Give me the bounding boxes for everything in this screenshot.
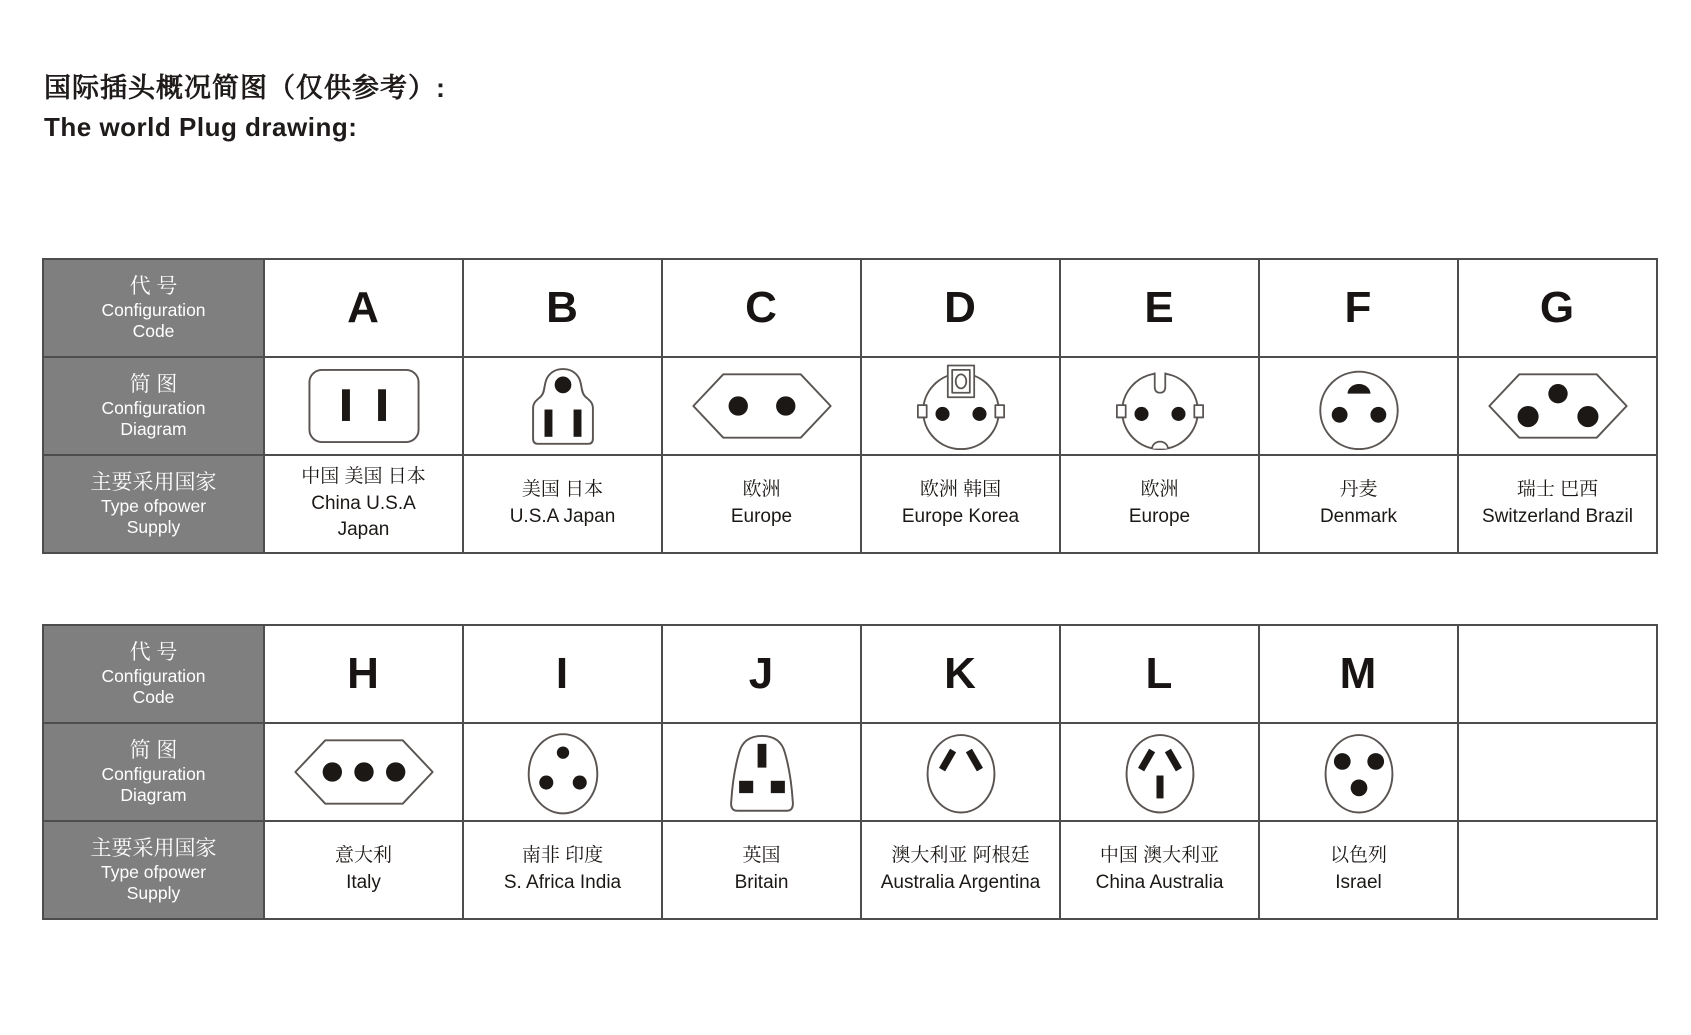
supply-cell-e: 欧洲 Europe	[1060, 455, 1259, 553]
type-m-plug-icon	[1271, 728, 1447, 816]
supply-cell-i: 南非 印度 S. Africa India	[463, 821, 662, 919]
code-row	[43, 625, 1657, 723]
code-cell-k: K	[861, 625, 1060, 723]
row-header-diagram: 简 图 Configuration Diagram	[43, 357, 264, 455]
type-k-plug-icon	[873, 728, 1049, 816]
row-header-code: 代 号 Configuration Code	[43, 259, 264, 357]
row-header-code: 代 号 Configuration Code	[43, 625, 264, 723]
diagram-cell-h	[264, 723, 463, 821]
page-title-chinese: 国际插头概况简图（仅供参考）:	[44, 73, 446, 103]
type-h-plug-icon	[276, 728, 452, 816]
diagram-row	[43, 357, 1657, 455]
supply-cell-c: 欧洲 Europe	[662, 455, 861, 553]
type-e-plug-icon	[1072, 362, 1248, 450]
supply-cell-g: 瑞士 巴西 Switzerland Brazil	[1458, 455, 1657, 553]
diagram-cell-c	[662, 357, 861, 455]
code-cell-m: M	[1259, 625, 1458, 723]
supply-row	[43, 821, 1657, 919]
type-c-plug-icon	[674, 362, 850, 450]
diagram-cell-j	[662, 723, 861, 821]
plug-table-h-m	[42, 624, 1658, 920]
diagram-cell-m	[1259, 723, 1458, 821]
diagram-cell-empty	[1458, 723, 1657, 821]
page-title	[44, 66, 446, 143]
type-f-plug-icon	[1271, 362, 1447, 450]
type-i-plug-icon	[475, 728, 651, 816]
diagram-cell-i	[463, 723, 662, 821]
code-cell-g: G	[1458, 259, 1657, 357]
code-cell-l: L	[1060, 625, 1259, 723]
plug-table-a-g	[42, 258, 1658, 554]
code-cell-i: I	[463, 625, 662, 723]
diagram-cell-e	[1060, 357, 1259, 455]
diagram-cell-a	[264, 357, 463, 455]
code-cell-d: D	[861, 259, 1060, 357]
page-title-english: The world Plug drawing:	[44, 112, 358, 142]
diagram-cell-f	[1259, 357, 1458, 455]
code-row	[43, 259, 1657, 357]
type-a-plug-icon	[276, 362, 452, 450]
code-cell-empty	[1458, 625, 1657, 723]
diagram-row	[43, 723, 1657, 821]
supply-cell-f: 丹麦 Denmark	[1259, 455, 1458, 553]
code-cell-h: H	[264, 625, 463, 723]
supply-cell-j: 英国 Britain	[662, 821, 861, 919]
row-header-supply: 主要采用国家 Type ofpower Supply	[43, 455, 264, 553]
type-j-plug-icon	[674, 728, 850, 816]
type-g-plug-icon	[1470, 362, 1646, 450]
type-b-plug-icon	[475, 362, 651, 450]
supply-cell-l: 中国 澳大利亚 China Australia	[1060, 821, 1259, 919]
diagram-cell-g	[1458, 357, 1657, 455]
diagram-cell-k	[861, 723, 1060, 821]
code-cell-f: F	[1259, 259, 1458, 357]
row-header-diagram: 简 图 Configuration Diagram	[43, 723, 264, 821]
diagram-cell-l	[1060, 723, 1259, 821]
code-cell-j: J	[662, 625, 861, 723]
type-d-plug-icon	[873, 362, 1049, 450]
diagram-cell-d	[861, 357, 1060, 455]
supply-row	[43, 455, 1657, 553]
code-cell-b: B	[463, 259, 662, 357]
supply-cell-empty	[1458, 821, 1657, 919]
supply-cell-b: 美国 日本 U.S.A Japan	[463, 455, 662, 553]
supply-cell-m: 以色列 Israel	[1259, 821, 1458, 919]
code-cell-c: C	[662, 259, 861, 357]
supply-cell-a: 中国 美国 日本 China U.S.A Japan	[264, 455, 463, 553]
supply-cell-h: 意大利 Italy	[264, 821, 463, 919]
code-cell-a: A	[264, 259, 463, 357]
code-cell-e: E	[1060, 259, 1259, 357]
supply-cell-d: 欧洲 韩国 Europe Korea	[861, 455, 1060, 553]
diagram-cell-b	[463, 357, 662, 455]
supply-cell-k: 澳大利亚 阿根廷 Australia Argentina	[861, 821, 1060, 919]
row-header-supply: 主要采用国家 Type ofpower Supply	[43, 821, 264, 919]
type-l-plug-icon	[1072, 728, 1248, 816]
